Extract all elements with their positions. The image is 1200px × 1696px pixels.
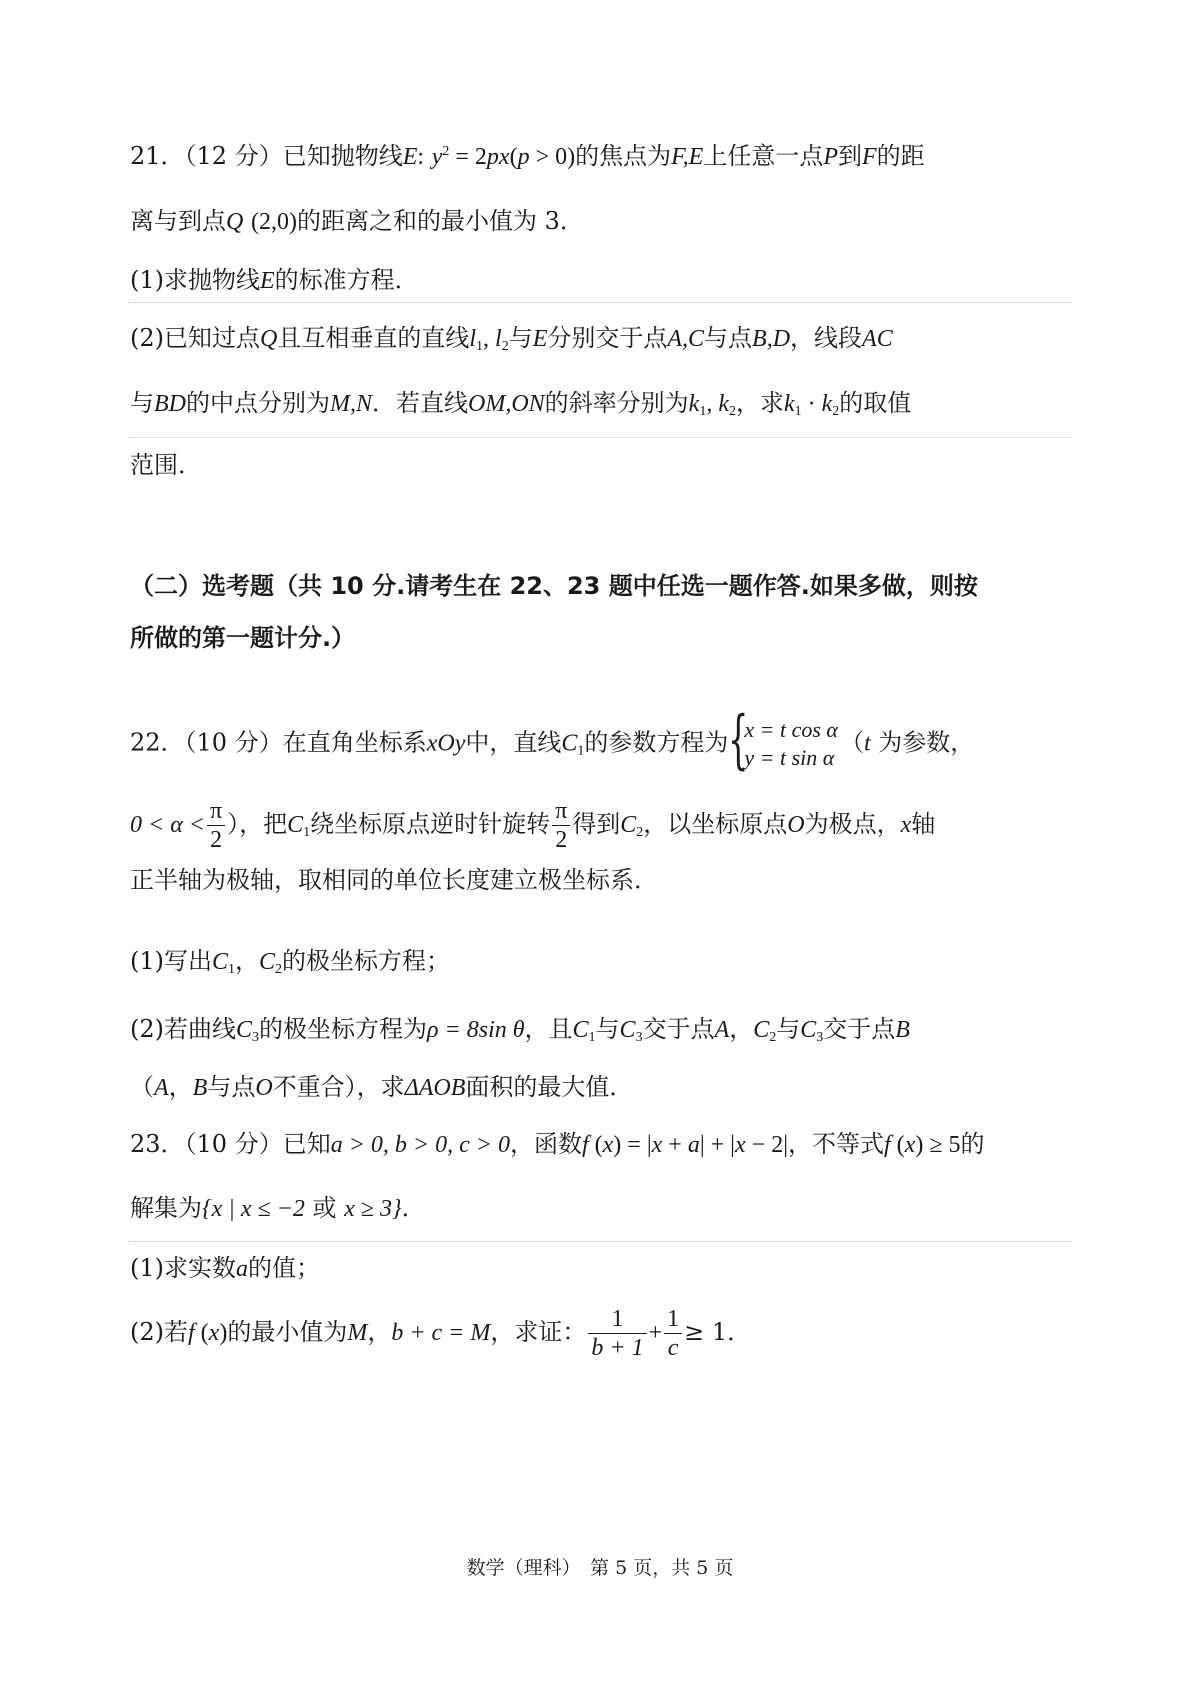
ruled-line xyxy=(128,1241,1072,1242)
q22-part-1: (1)写出$C_1$，$C_2$的极坐标方程； xyxy=(130,947,451,977)
q22-part-2-line-1: (2)若曲线$C_3$的极坐标方程为ρ = 8sin θ，且$C_1$与$C_3$交于点A，$C_2$与$C_3$交于点B xyxy=(130,1015,910,1045)
q21-part-1: (1)求抛物线E的标准方程． xyxy=(130,266,419,294)
ruled-line xyxy=(128,437,1072,438)
pi-over-2: $\frac{\pi}{2}$ xyxy=(207,797,225,854)
q22-line-1: 22．（10 分）在直角坐标系xOy中，直线$C_1$的参数方程为 { x = t cos α y = t sin α （t 为参数， xyxy=(130,703,975,777)
q21-part-2-line-3: 范围． xyxy=(130,451,202,479)
q22-part-2-line-2: （A，B与点O不重合），求ΔAOB面积的最大值． xyxy=(130,1073,634,1101)
q23-part-2: (2)若f (x)的最小值为M，b + c = M，求证： $\frac{1}{b + 1}$ + $\frac{1}{c}$ ≥ 1． xyxy=(130,1306,752,1361)
q23-line-2: 解集为{x | x ≤ −2 或 x ≥ 3}． xyxy=(130,1194,426,1222)
ruled-line xyxy=(128,302,1072,303)
q23-part-1: (1)求实数a的值； xyxy=(130,1254,320,1282)
fraction-1-over-c: $\frac{1}{c}$ xyxy=(664,1305,682,1362)
page-footer: 数学（理科） 第 5 页，共 5 页 xyxy=(466,1557,734,1579)
q23-line-1: 23．（10 分）已知a > 0, b > 0, c > 0，函数f (x) = |x + a| + |x − 2|，不等式f (x) ≥ 5的 xyxy=(130,1130,985,1158)
section-header-line-1: （二）选考题（共 10 分.请考生在 22、23 题中任选一题作答.如果多做，则按 xyxy=(130,572,978,600)
q21-part-2-line-2: 与BD的中点分别为M,N．若直线OM,ON的斜率分别为$k_1$, $k_2$，求$k_1 \cdot k_2$的取值 xyxy=(130,389,912,419)
q22-line-3: 正半轴为极轴，取相同的单位长度建立极坐标系． xyxy=(130,866,658,894)
pi-over-2: $\frac{\pi}{2}$ xyxy=(552,797,570,854)
parametric-system: { x = t cos α y = t sin α xyxy=(728,703,838,777)
fraction-1-over-b-plus-1: $\frac{1}{b + 1}$ xyxy=(588,1305,646,1362)
q21-part-2-line-1: (2)已知过点Q且互相垂直的直线$l_1$, $l_2$与E分别交于点A,C与点B,D，线段AC xyxy=(130,324,893,354)
q21-line-2: 离与到点Q (2,0)的距离之和的最小值为 3． xyxy=(130,207,584,235)
section-header-line-2: 所做的第一题计分.） xyxy=(130,624,356,652)
q22-line-2: 0 < α < $\frac{\pi}{2}$ ），把$C_1$绕坐标原点逆时针旋转 $\frac{\pi}{2}$ 得到$C_2$，以坐标原点O为极点，x轴 xyxy=(130,798,936,853)
q21-line-1: 21．（12 分）已知抛物线E: $y^2 = 2px(p > 0)$的焦点为F,E上任意一点P到F的距 xyxy=(130,142,925,170)
